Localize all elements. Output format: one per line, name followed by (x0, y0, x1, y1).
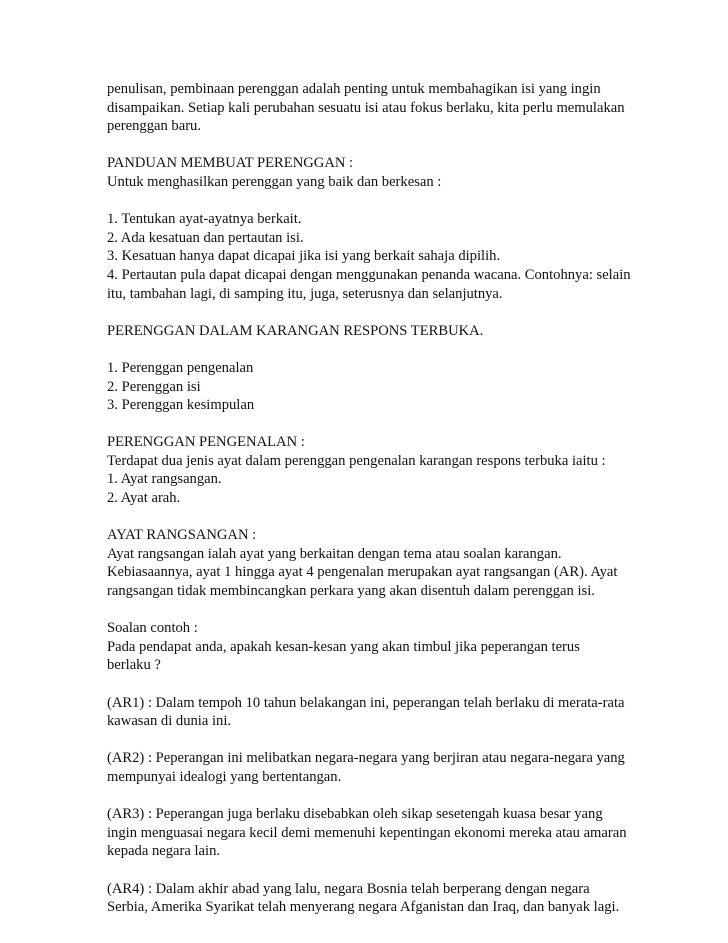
list-item: 2. Ayat arah. (107, 490, 181, 507)
panduan-list (107, 210, 707, 303)
paragraph-gap (107, 340, 707, 359)
list-item-continuation: itu, tambahan lagi, di samping itu, juga, seterusnya dan selanjutnya. (107, 285, 503, 302)
text-line: Serbia, Amerika Syarikat telah menyerang negara Afganistan dan Iraq, dan banyak lagi. (107, 899, 620, 916)
document-page (107, 80, 707, 917)
text-line: Untuk menghasilkan perenggan yang baik dan berkesan : (107, 173, 442, 190)
paragraph-gap (107, 787, 707, 806)
ar2-paragraph (107, 749, 707, 786)
list-item: 1. Ayat rangsangan. (107, 471, 222, 488)
section-heading: PERENGGAN PENGENALAN : (107, 434, 305, 451)
text-line: rangsangan tidak membincangkan perkara yang akan disentuh dalam perenggan isi. (107, 583, 595, 600)
text-line: (AR4) : Dalam akhir abad yang lalu, negara Bosnia telah berperang dengan negara (107, 880, 590, 897)
paragraph-gap (107, 136, 707, 155)
text-line: kepada negara lain. (107, 843, 221, 860)
soalan-contoh (107, 619, 707, 675)
text-line: ingin menguasai negara kecil demi memenuhi kepentingan ekonomi mereka atau amaran (107, 824, 627, 841)
ar4-paragraph (107, 880, 707, 917)
list-item: 3. Kesatuan hanya dapat dicapai jika isi yang berkait sahaja dipilih. (107, 248, 501, 265)
text-line: berlaku ? (107, 657, 161, 674)
text-line: (AR3) : Peperangan juga berlaku disebabkan oleh sikap sesetengah kuasa besar yang (107, 806, 603, 823)
text-line: (AR1) : Dalam tempoh 10 tahun belakangan ini, peperangan telah berlaku di merata-rata (107, 694, 625, 711)
text-line: Pada pendapat anda, apakah kesan-kesan yang akan timbul jika peperangan terus (107, 638, 580, 655)
paragraph-gap (107, 192, 707, 211)
rangsangan-section (107, 526, 707, 600)
text-line: perenggan baru. (107, 118, 202, 135)
paragraph-gap (107, 731, 707, 750)
section-heading: AYAT RANGSANGAN : (107, 527, 257, 544)
section-heading: PERENGGAN DALAM KARANGAN RESPONS TERBUKA. (107, 322, 484, 339)
list-item: 4. Pertautan pula dapat dicapai dengan menggunakan penanda wacana. Contohnya: selain (107, 266, 631, 283)
ar3-paragraph (107, 805, 707, 861)
ar1-paragraph (107, 694, 707, 731)
text-line: Terdapat dua jenis ayat dalam perenggan pengenalan karangan respons terbuka iaitu : (107, 452, 606, 469)
list-item: 1. Perenggan pengenalan (107, 359, 254, 376)
paragraph-gap (107, 415, 707, 434)
text-line: disampaikan. Setiap kali perubahan sesuatu isi atau fokus berlaku, kita perlu memulakan (107, 99, 625, 116)
text-line: kawasan di dunia ini. (107, 713, 232, 730)
text-line: Ayat rangsangan ialah ayat yang berkaitan dengan tema atau soalan karangan. (107, 545, 562, 562)
text-line: penulisan, pembinaan perenggan adalah penting untuk membahagikan isi yang ingin (107, 81, 601, 97)
pengenalan-section (107, 433, 707, 507)
panduan-section (107, 154, 707, 191)
intro-paragraph (107, 80, 707, 136)
list-item: 2. Ada kesatuan dan pertautan isi. (107, 229, 304, 246)
list-item: 3. Perenggan kesimpulan (107, 397, 255, 414)
paragraph-gap (107, 508, 707, 527)
section-heading: Soalan contoh : (107, 620, 198, 637)
respons-heading (107, 322, 707, 341)
paragraph-gap (107, 303, 707, 322)
paragraph-gap (107, 675, 707, 694)
list-item: 2. Perenggan isi (107, 378, 201, 395)
text-line: Kebiasaannya, ayat 1 hingga ayat 4 pengenalan merupakan ayat rangsangan (AR). Ayat (107, 564, 618, 581)
paragraph-gap (107, 601, 707, 620)
respons-list (107, 359, 707, 415)
list-item: 1. Tentukan ayat-ayatnya berkait. (107, 211, 302, 228)
text-line: mempunyai idealogi yang bertentangan. (107, 768, 342, 785)
section-heading: PANDUAN MEMBUAT PERENGGAN : (107, 155, 354, 172)
paragraph-gap (107, 861, 707, 880)
text-line: (AR2) : Peperangan ini melibatkan negara-negara yang berjiran atau negara-negara yang (107, 750, 625, 767)
